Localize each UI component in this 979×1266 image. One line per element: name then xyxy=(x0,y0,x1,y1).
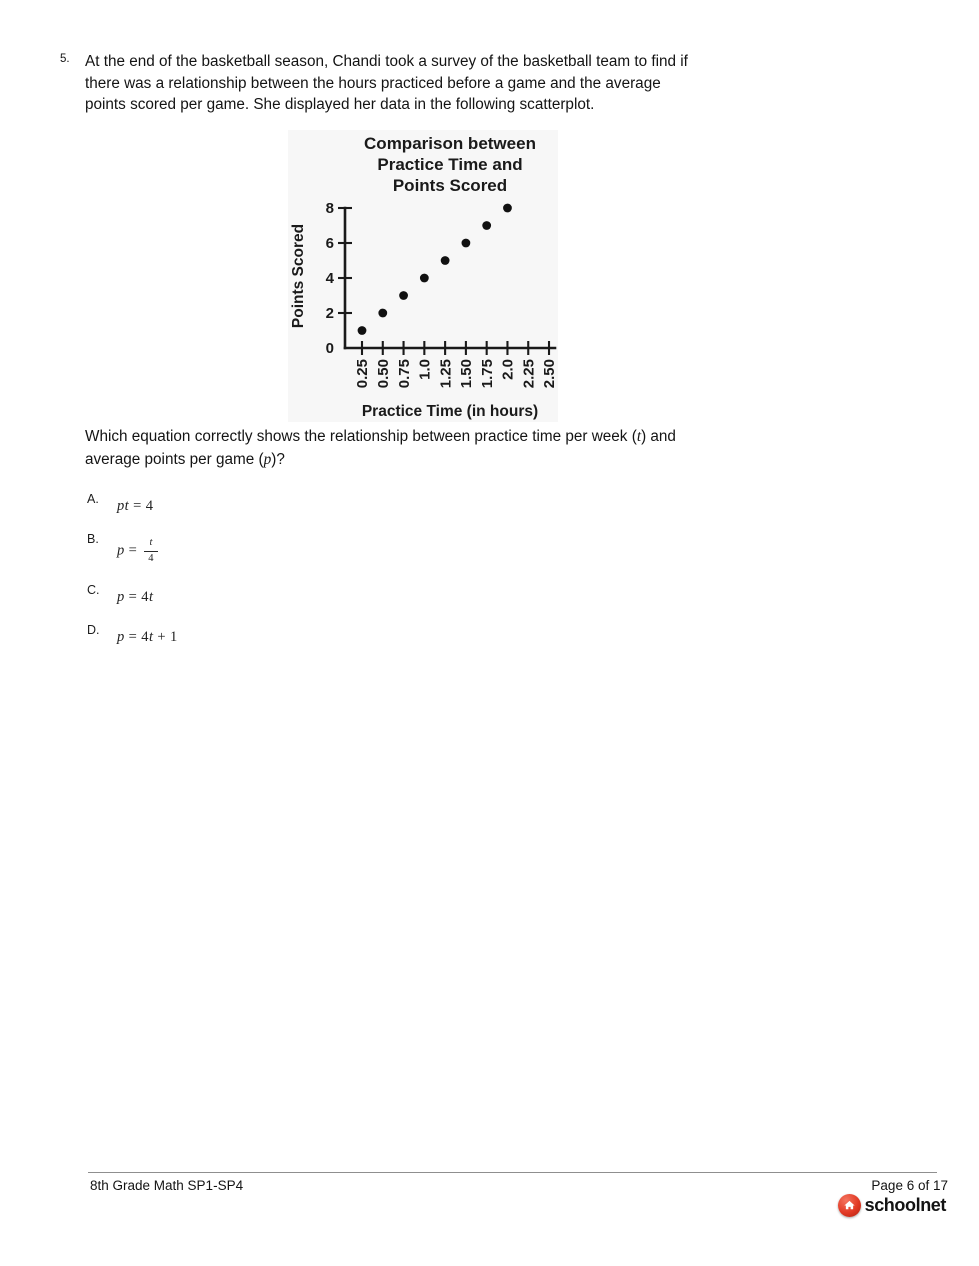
answer-options xyxy=(87,492,507,682)
svg-text:1.0: 1.0 xyxy=(416,359,434,380)
svg-text:1.25: 1.25 xyxy=(437,359,455,389)
option-letter: D. xyxy=(87,623,100,637)
logo-net-text: net xyxy=(920,1195,946,1215)
svg-text:2.0: 2.0 xyxy=(499,359,517,380)
option-letter: A. xyxy=(87,492,99,506)
svg-text:2.25: 2.25 xyxy=(520,359,538,389)
footer-page-number: Page 6 of 17 xyxy=(871,1178,948,1193)
schoolnet-logo xyxy=(838,1194,946,1217)
svg-text:0.50: 0.50 xyxy=(374,359,392,389)
y-axis-label: Points Scored xyxy=(290,223,307,329)
answer-option-d xyxy=(87,623,178,646)
footer-divider xyxy=(88,1172,937,1173)
svg-text:2: 2 xyxy=(325,305,334,323)
answer-option-c xyxy=(87,583,153,606)
option-letter: B. xyxy=(87,532,99,546)
scatterplot-svg xyxy=(288,130,558,422)
chart-points xyxy=(358,204,512,335)
footer-document-title: 8th Grade Math SP1-SP4 xyxy=(90,1178,244,1193)
svg-text:Practice Time and: Practice Time and xyxy=(377,155,523,174)
svg-text:0.25: 0.25 xyxy=(354,359,372,389)
svg-text:1.75: 1.75 xyxy=(478,359,496,389)
answer-option-a xyxy=(87,492,153,515)
answer-option-b xyxy=(87,532,158,564)
option-equation: p = $\frac{t}{4}$ xyxy=(117,538,158,564)
question-block xyxy=(60,51,790,116)
question-number: 5. xyxy=(60,53,70,65)
question-follow-up: Which equation correctly shows the relationship between practice time per week (t) and average points per game (p)? xyxy=(85,428,676,468)
svg-text:0: 0 xyxy=(325,340,334,358)
svg-text:1.50: 1.50 xyxy=(458,359,476,389)
option-letter: C. xyxy=(87,583,100,597)
svg-text:Points Scored: Points Scored xyxy=(392,176,508,195)
svg-text:6: 6 xyxy=(325,235,334,253)
x-axis-label: Practice Time (in hours) xyxy=(361,403,539,420)
svg-text:4: 4 xyxy=(325,270,334,288)
option-equation: pt = 4 xyxy=(117,498,154,514)
chart-axes xyxy=(326,200,558,388)
chart-title xyxy=(364,134,536,195)
scatterplot xyxy=(288,130,558,422)
svg-text:2.50: 2.50 xyxy=(541,359,558,389)
home-icon xyxy=(838,1194,861,1217)
schoolnet-wordmark xyxy=(865,1194,946,1217)
option-equation: p = 4t + 1 xyxy=(117,629,178,645)
option-equation: p = 4t xyxy=(117,589,154,605)
logo-school-text: school xyxy=(864,1195,921,1215)
svg-text:Comparison between: Comparison between xyxy=(364,134,536,153)
question-prompt: At the end of the basketball season, Chandi took a survey of the basketball team to find if there was a relationship between the hours practiced before a game and the average points scored per game. She displayed her data in the following scatterplot. xyxy=(85,53,688,113)
svg-text:0.75: 0.75 xyxy=(395,359,413,389)
svg-text:8: 8 xyxy=(325,200,334,218)
fraction: $\frac{t}{4}$ xyxy=(144,538,158,564)
